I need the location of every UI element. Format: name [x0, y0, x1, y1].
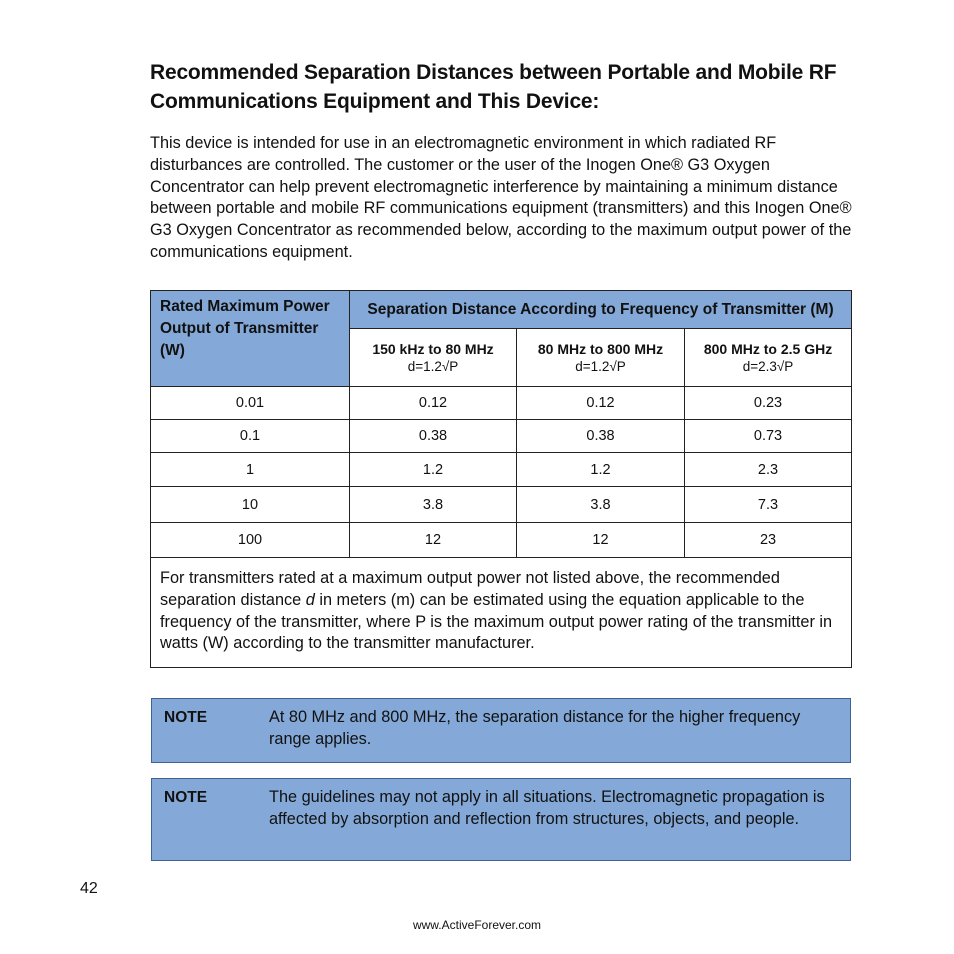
- band-equation: d=2.3√P: [742, 359, 794, 374]
- power-column-header: Rated Maximum Power Output of Transmitter (W): [151, 291, 350, 387]
- table-cell: 0.01: [151, 387, 350, 420]
- table-row: [151, 420, 852, 453]
- table-row: [151, 487, 852, 523]
- table-row: [151, 453, 852, 487]
- table-row: [151, 387, 852, 420]
- table-cell: 7.3: [685, 487, 852, 523]
- note-box: [151, 698, 851, 763]
- table-cell: 1: [151, 453, 350, 487]
- page-number: 42: [80, 880, 98, 897]
- band-header: [685, 329, 852, 387]
- table-cell: 3.8: [350, 487, 517, 523]
- table-cell: 12: [350, 523, 517, 558]
- band-header: [350, 329, 517, 387]
- note-box: [151, 778, 851, 861]
- footnote-variable: d: [305, 590, 315, 609]
- separation-distance-table: [150, 290, 852, 668]
- band-equation: d=1.2√P: [575, 359, 626, 374]
- intro-text: This device is intended for use in an electromagnetic environment in which radiated RF disturbances are controlled. The customer or the user of the Inogen One® G3 Oxygen Concentrator can help prevent electromagnetic interference by maintaining a minimum distance between portable and mobile RF communications equipment (transmitters) and this Inogen One® G3 Oxygen Concentrator as recommended below, according to the maximum output power of the communications equipment.: [150, 134, 852, 261]
- table-cell: 0.38: [517, 420, 685, 453]
- band-label: 150 kHz to 80 MHz: [372, 341, 494, 357]
- table-cell: 0.38: [350, 420, 517, 453]
- table-cell: 0.12: [517, 387, 685, 420]
- intro-paragraph: [150, 133, 855, 264]
- table-cell: 10: [151, 487, 350, 523]
- footnote-text: in meters (m) can be estimated using the equation applicable to the frequency of the transmitter, where P is the maximum output power rating of the transmitter in watts (W) according to the transmitter manufacturer.: [160, 590, 833, 653]
- footer-url: www.ActiveForever.com: [412, 918, 542, 932]
- table-cell: 1.2: [350, 453, 517, 487]
- note-label: NOTE: [164, 789, 208, 806]
- table-cell: 2.3: [685, 453, 852, 487]
- page-heading: Recommended Separation Distances between Portable and Mobile RF Communications Equipment and This Device:: [150, 61, 837, 113]
- table-cell: 0.73: [685, 420, 852, 453]
- table-cell: 23: [685, 523, 852, 558]
- table-cell: 12: [517, 523, 685, 558]
- table-footnote: [151, 558, 852, 668]
- note-label: NOTE: [164, 709, 208, 726]
- band-label: 800 MHz to 2.5 GHz: [703, 341, 833, 357]
- separation-column-header: Separation Distance According to Frequency of Transmitter (M): [350, 291, 852, 329]
- table-header-row: [151, 291, 852, 329]
- table-cell: 0.1: [151, 420, 350, 453]
- note-text: The guidelines may not apply in all situations. Electromagnetic propagation is affected by absorption and reflection from structures, objects, and people.: [269, 788, 825, 828]
- table-footnote-row: [151, 558, 852, 668]
- table-cell: 1.2: [517, 453, 685, 487]
- band-header: [517, 329, 685, 387]
- table-cell: 3.8: [517, 487, 685, 523]
- table-row: [151, 523, 852, 558]
- band-label: 80 MHz to 800 MHz: [537, 341, 664, 357]
- table-cell: 0.12: [350, 387, 517, 420]
- band-equation: d=1.2√P: [407, 359, 459, 374]
- table-cell: 0.23: [685, 387, 852, 420]
- table-cell: 100: [151, 523, 350, 558]
- footnote-text: For transmitters rated at a maximum output power not listed above, the recommended separation distance: [160, 569, 780, 609]
- note-text: At 80 MHz and 800 MHz, the separation distance for the higher frequency range applies.: [269, 708, 801, 748]
